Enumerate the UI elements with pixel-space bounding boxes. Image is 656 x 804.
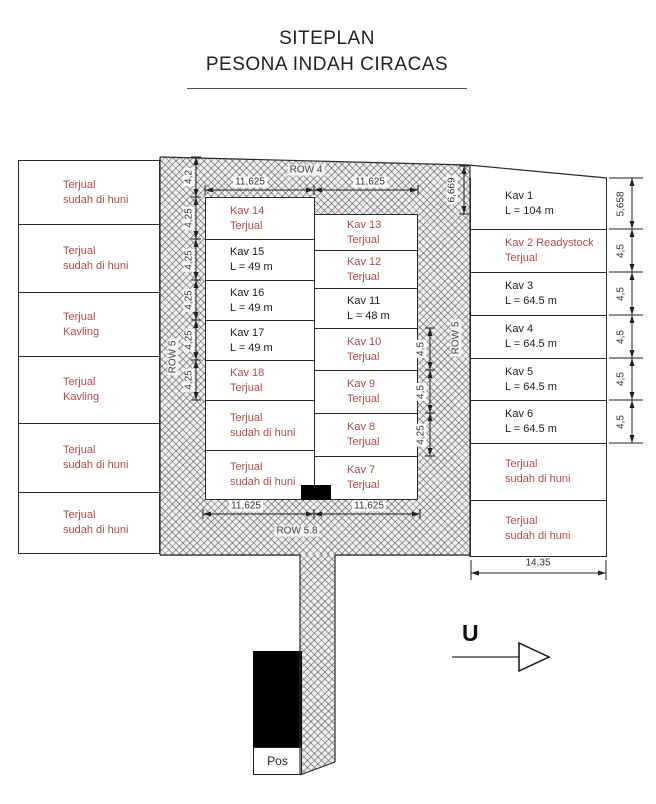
plot-status: Terjual (347, 270, 380, 283)
guard-building-block (253, 651, 302, 748)
plot-cell (470, 500, 607, 557)
plot-status: Terjual (230, 219, 263, 232)
plot-status: L = 104 m (505, 204, 554, 217)
plot-cell (470, 315, 607, 359)
plot-label: Terjual (63, 444, 96, 457)
dim-label-left-chain-5: 4,25 (183, 370, 195, 390)
plot-label: Kav 9 (347, 378, 376, 391)
plot-label: Kav 16 (230, 286, 265, 299)
plot-status: L = 49 m (230, 301, 273, 314)
plot-cell (18, 356, 160, 424)
plot-cell (314, 288, 418, 329)
plot-cell (314, 370, 418, 414)
plot-label: Terjual (63, 376, 96, 389)
plot-label: Kav 5 (505, 365, 534, 378)
row58-road-label: ROW 5.8 (276, 525, 318, 537)
inner-left-plot-column (205, 197, 315, 500)
inner-right-plot-column (314, 214, 418, 500)
plot-cell (470, 443, 607, 501)
dim-label-right-inner-2: 4,25 (415, 425, 427, 445)
entrance-road-hatch (300, 555, 335, 775)
plot-label: Terjual (230, 461, 263, 474)
plot-cell (18, 292, 160, 357)
dim-label-top-width-1: 11,625 (235, 176, 265, 188)
plot-label: Terjual (505, 458, 538, 471)
plot-status: L = 64.5 m (505, 295, 557, 307)
plot-status: Terjual (505, 252, 538, 264)
plot-label: Kav 1 (505, 189, 534, 202)
north-label: U (462, 620, 479, 646)
dim-label-bottom-width-1: 11,625 (231, 500, 261, 512)
row4-road-label: ROW 4 (289, 164, 323, 176)
plot-cell (205, 360, 315, 401)
plot-cell (205, 197, 315, 240)
plot-label: Terjual (63, 178, 96, 191)
plot-cell (314, 328, 418, 371)
plot-label: Kav 4 (505, 323, 534, 336)
dim-label-left-chain-2: 4,25 (183, 250, 195, 270)
plot-label: Kav 12 (347, 255, 382, 268)
dim-label-right-outer-4: 4,5 (615, 372, 627, 386)
plot-status: sudah di huni (63, 193, 129, 206)
plot-label: Terjual (505, 514, 538, 527)
plot-label: Kav 11 (347, 294, 381, 307)
plot-cell (205, 320, 315, 361)
plot-status: sudah di huni (230, 426, 296, 439)
plot-label: Terjual (63, 509, 96, 522)
plot-status: sudah di huni (505, 473, 571, 485)
plot-label: Kav 8 (347, 421, 376, 434)
dim-label-right-outer-1: 4,5 (615, 244, 627, 258)
row5-left-road-label: ROW 5 (167, 340, 179, 374)
pos-label: Pos (267, 754, 288, 768)
plot-status: sudah di huni (63, 459, 129, 471)
plot-label: Kav 10 (347, 335, 382, 348)
plot-label: Terjual (63, 244, 96, 257)
plot-status: Terjual (347, 436, 380, 448)
dim-label-bottom-right-width: 14,35 (525, 557, 551, 569)
plot-status: Terjual (347, 479, 380, 491)
plot-label: Terjual (63, 310, 96, 323)
title-line2: PESONA INDAH CIRACAS (205, 54, 449, 75)
plot-cell (205, 450, 315, 500)
dim-label-right-outer-5: 4,5 (615, 415, 627, 429)
row5-right-road-label: ROW 5 (450, 321, 462, 355)
dim-label-left-chain-4: 4,25 (183, 330, 195, 350)
plot-label: Kav 14 (230, 204, 265, 217)
plot-status: sudah di huni (63, 259, 129, 272)
dim-label-left-chain-1: 4,25 (183, 208, 195, 228)
plot-label: Kav 2 Readystock (505, 237, 594, 250)
plot-status: sudah di huni (505, 529, 571, 542)
site-top-slant-boundary (468, 165, 607, 178)
dim-label-top-right-depth: 6,669 (446, 177, 458, 203)
plot-label: Kav 6 (505, 408, 534, 421)
plot-cell (18, 224, 160, 293)
plot-status: sudah di huni (63, 524, 129, 536)
inner-gate-block (301, 485, 331, 500)
dim-label-right-outer-2: 4,5 (615, 287, 627, 301)
plot-status: L = 64.5 m (505, 423, 557, 435)
plot-label: Kav 13 (347, 218, 382, 231)
plot-cell (205, 280, 315, 321)
north-arrow-icon (452, 643, 549, 671)
plot-cell (470, 229, 607, 273)
plot-label: Kav 3 (505, 280, 534, 293)
plot-status: sudah di huni (230, 476, 296, 488)
plot-status: Terjual (347, 233, 380, 246)
plot-cell (314, 214, 418, 251)
plot-label: Kav 17 (230, 326, 265, 339)
plot-label: Kav 15 (230, 246, 265, 259)
plot-cell (18, 160, 160, 225)
dim-label-right-inner-1: 4,5 (415, 385, 427, 399)
plot-status: L = 49 m (230, 341, 273, 354)
dim-label-right-inner-0: 4,5 (415, 342, 427, 356)
plot-status: L = 64.5 m (505, 338, 557, 350)
right-plot-column (470, 178, 607, 557)
plot-status: Terjual (230, 381, 263, 394)
plot-status: Terjual (347, 393, 380, 405)
dim-label-bottom-width-2: 11,625 (354, 500, 384, 512)
plot-status: Kavling (63, 325, 100, 338)
plot-status: Kavling (63, 391, 100, 403)
plot-status: Terjual (347, 350, 380, 363)
plot-cell (18, 492, 160, 554)
plot-cell (470, 178, 607, 230)
plot-cell (470, 400, 607, 444)
plot-cell (314, 413, 418, 457)
dim-label-right-outer-3: 4,5 (615, 330, 627, 344)
pos-box (253, 747, 302, 775)
page-title (147, 28, 507, 76)
plot-cell (18, 423, 160, 493)
left-plot-column (18, 160, 160, 554)
plot-label: Kav 7 (347, 464, 376, 477)
plot-cell (314, 250, 418, 289)
dim-label-left-chain-0: 4,2 (183, 170, 195, 184)
plot-cell (205, 239, 315, 281)
plot-label: Kav 18 (230, 366, 265, 379)
plot-status: L = 64.5 m (505, 380, 557, 393)
dim-label-top-width-2: 11,625 (355, 176, 385, 188)
plot-cell (470, 272, 607, 316)
plot-label: Terjual (230, 411, 263, 424)
title-underline (187, 88, 467, 89)
dim-label-left-chain-3: 4,25 (183, 290, 195, 310)
plot-cell (470, 358, 607, 401)
dim-label-right-outer-0: 5,658 (615, 191, 627, 217)
plot-status: L = 49 m (230, 261, 273, 273)
plot-status: L = 48 m (347, 309, 390, 322)
title-line1: SITEPLAN (279, 28, 375, 49)
plot-cell (205, 400, 315, 451)
